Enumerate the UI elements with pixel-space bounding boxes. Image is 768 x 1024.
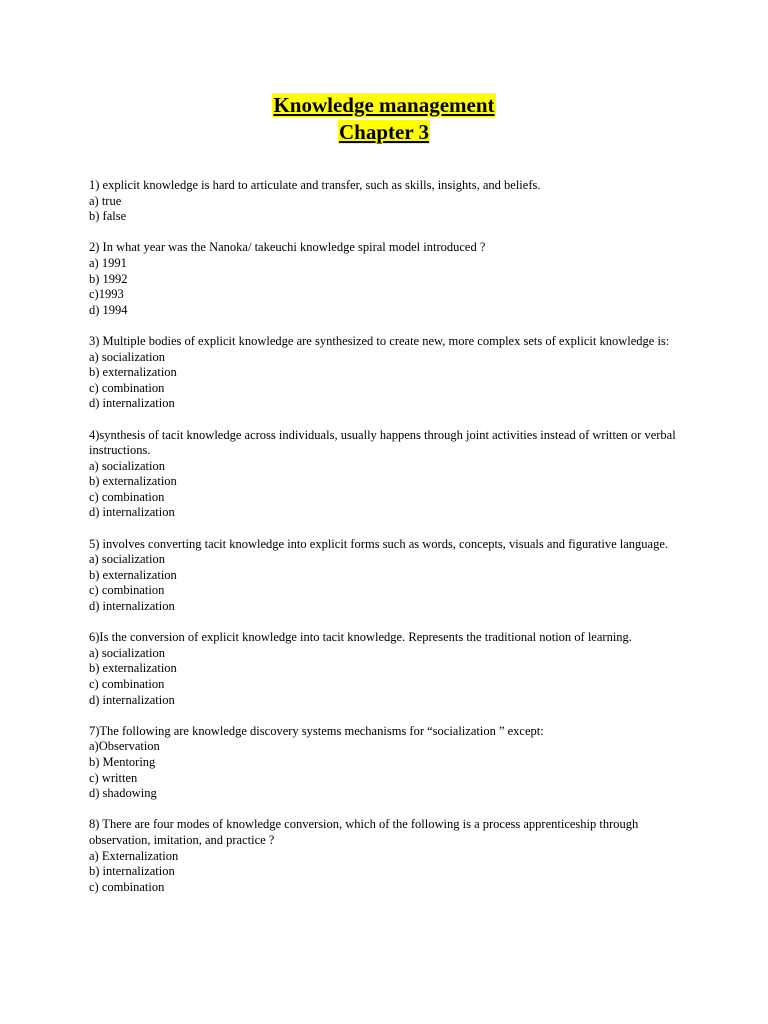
answer-option: a) socialization [89,645,166,660]
answer-option: a) 1991 [89,255,127,270]
question-text: 6)Is the conversion of explicit knowledge into tacit knowledge. Represents the traditional notion of learning. [89,630,632,645]
answer-option: d) internalization [89,505,175,520]
answer-option: d) 1994 [89,302,128,317]
question-text: 4)synthesis of tacit knowledge across individuals, usually happens through joint activities instead of written or verbal instructions. [89,427,676,458]
answer-option: c) combination [89,380,165,395]
answer-option: c) combination [89,583,165,598]
title-line-2: Chapter 3 [338,120,430,144]
answer-option: b) false [89,209,127,224]
answer-option: d) internalization [89,692,175,707]
answer-option: d) internalization [89,599,175,614]
answer-option: b) externalization [89,661,177,676]
document-title [0,92,768,146]
answer-option: d) internalization [89,396,175,411]
question-text: 3) Multiple bodies of explicit knowledge are synthesized to create new, more complex sets of explicit knowledge is: [89,333,670,348]
answer-option: a) socialization [89,349,166,364]
question-list [89,178,689,911]
answer-option: b) Mentoring [89,754,156,769]
question-3 [89,334,689,412]
answer-option: b) externalization [89,474,177,489]
question-6 [89,630,689,708]
answer-option: b) internalization [89,864,175,879]
question-text: 2) In what year was the Nanoka/ takeuchi knowledge spiral model introduced ? [89,240,486,255]
question-text: 1) explicit knowledge is hard to articulate and transfer, such as skills, insights, and beliefs. [89,178,541,192]
question-2 [89,240,689,318]
question-7 [89,724,689,802]
title-line-1: Knowledge management [273,93,495,117]
answer-option: a) Externalization [89,848,179,863]
answer-option: c) combination [89,677,165,691]
question-text: 8) There are four modes of knowledge conversion, which of the following is a process apprenticeship through observation, imitation, and practice ? [89,817,639,847]
answer-option: b) externalization [89,365,177,380]
question-text: 5) involves converting tacit knowledge into explicit forms such as words, concepts, visuals and figurative language. [89,536,669,551]
answer-option: a) socialization [89,552,166,567]
answer-option: a) socialization [89,458,166,473]
answer-option: b) 1992 [89,271,128,286]
question-1 [89,178,689,225]
answer-option: c) written [89,770,138,785]
answer-option: d) shadowing [89,786,157,801]
question-text: 7)The following are knowledge discovery systems mechanisms for “socialization ” except: [89,723,544,738]
question-8 [89,817,689,895]
answer-option: b) externalization [89,567,177,582]
answer-option: c) combination [89,489,165,504]
question-5 [89,537,689,615]
answer-option: c) combination [89,879,165,894]
answer-option: a)Observation [89,739,160,754]
answer-option: a) true [89,193,122,208]
answer-option: c)1993 [89,287,124,302]
question-4 [89,428,689,522]
